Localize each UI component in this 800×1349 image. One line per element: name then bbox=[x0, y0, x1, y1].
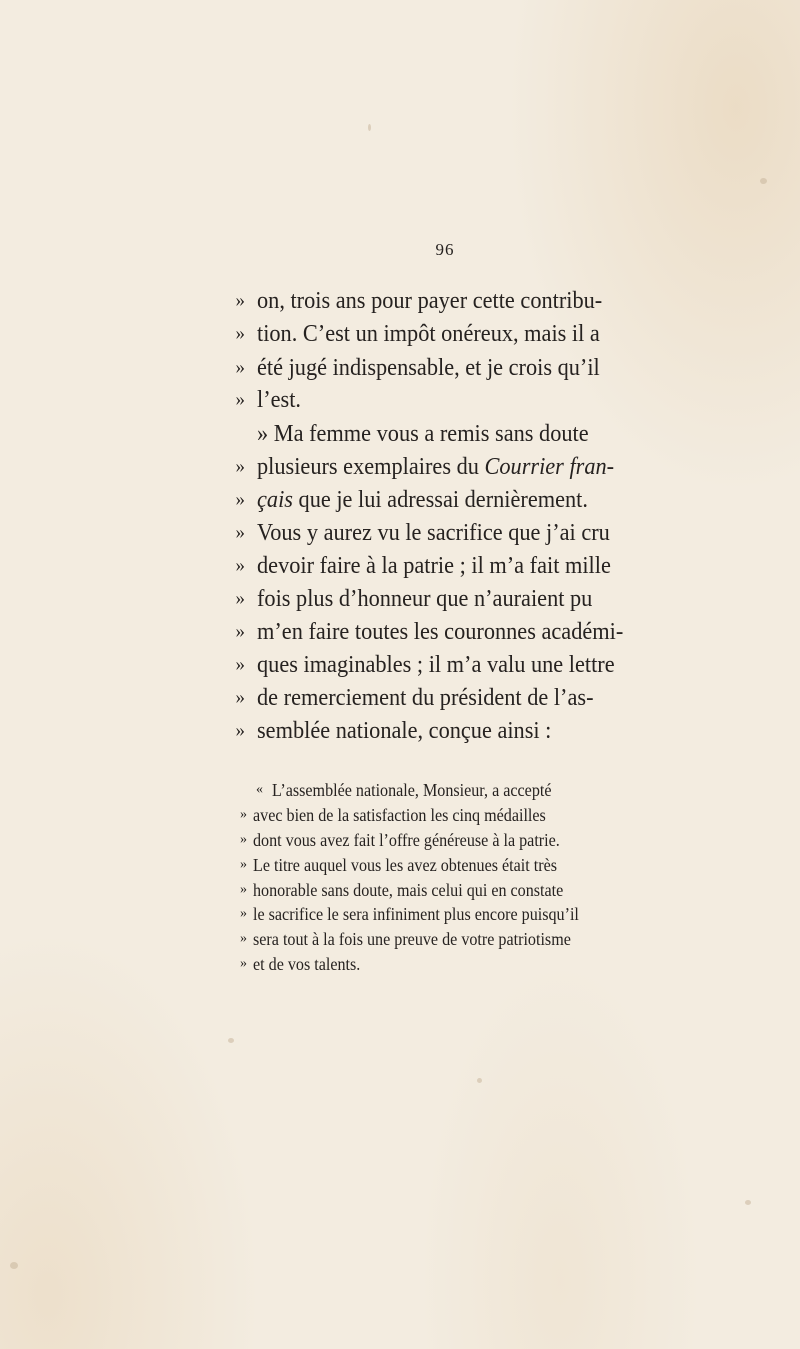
text-line: m’en faire toutes les couronnes académi- bbox=[257, 619, 624, 645]
text-line: de remerciement du président de l’as- bbox=[257, 685, 594, 711]
letter-line: L’assemblée nationale, Monsieur, a accepté bbox=[272, 780, 552, 800]
page-number: 96 bbox=[435, 240, 455, 259]
quote-mark: » bbox=[235, 720, 245, 741]
quote-mark: » bbox=[235, 489, 245, 510]
letter-line: Le titre auquel vous les avez obtenues était très bbox=[253, 855, 558, 875]
quote-mark: » bbox=[235, 357, 245, 378]
quote-mark: » bbox=[235, 621, 245, 642]
quote-mark: » bbox=[235, 456, 245, 477]
quote-mark: » bbox=[240, 857, 247, 872]
newspaper-title-end: çais bbox=[257, 487, 293, 513]
text-line: été jugé indispensable, et je crois qu’il bbox=[257, 355, 600, 381]
text-line bbox=[257, 451, 614, 483]
text-line: fois plus d’honneur que n’auraient pu bbox=[257, 586, 593, 612]
text-line: devoir faire à la patrie ; il m’a fait mille bbox=[257, 553, 611, 579]
newspaper-title: Courrier fran- bbox=[484, 454, 615, 480]
letter-line: le sacrifice le sera infiniment plus encore puisqu’il bbox=[253, 904, 579, 924]
quote-mark: » bbox=[240, 931, 247, 946]
quote-mark: » bbox=[235, 687, 245, 708]
quote-mark: » bbox=[235, 522, 245, 543]
quote-mark: » bbox=[235, 588, 245, 609]
quote-mark: » bbox=[240, 807, 247, 822]
quote-mark: » bbox=[235, 654, 245, 675]
text-line: on, trois ans pour payer cette contribu- bbox=[257, 288, 603, 314]
letter-line: sera tout à la fois une preuve de votre patriotisme bbox=[253, 929, 571, 949]
quote-mark: » bbox=[240, 906, 247, 921]
paper-speck bbox=[477, 1078, 482, 1083]
letter-line: avec bien de la satisfaction les cinq médailles bbox=[253, 805, 546, 825]
paper-speck bbox=[760, 178, 767, 184]
text-line: semblée nationale, conçue ainsi : bbox=[257, 718, 552, 744]
letter-line: et de vos talents. bbox=[253, 954, 361, 974]
quote-mark: » bbox=[240, 882, 247, 897]
paper-speck bbox=[368, 124, 371, 131]
quote-mark: » bbox=[235, 323, 245, 344]
quote-mark: » bbox=[240, 832, 247, 847]
paper-speck bbox=[745, 1200, 751, 1205]
quote-mark: » bbox=[235, 555, 245, 576]
text-line: » Ma femme vous a remis sans doute bbox=[257, 421, 589, 447]
letter-line: dont vous avez fait l’offre généreuse à la patrie. bbox=[253, 830, 560, 850]
quote-mark: » bbox=[235, 389, 245, 410]
letter-line: honorable sans doute, mais celui qui en constate bbox=[253, 880, 564, 900]
text-line: l’est. bbox=[257, 387, 302, 413]
text-line: tion. C’est un impôt onéreux, mais il a bbox=[257, 321, 600, 347]
text-run: plusieurs exemplaires du bbox=[257, 454, 485, 480]
quote-mark: » bbox=[240, 956, 247, 971]
paper-speck bbox=[10, 1262, 18, 1269]
text-line: Vous y aurez vu le sacrifice que j’ai cru bbox=[257, 520, 610, 546]
opening-quote-mark: « bbox=[256, 782, 263, 797]
paper-speck bbox=[228, 1038, 234, 1043]
quote-mark: » bbox=[235, 290, 245, 311]
text-line bbox=[257, 484, 588, 516]
text-run: que je lui adressai dernièrement. bbox=[292, 487, 588, 513]
text-line: ques imaginables ; il m’a valu une lettre bbox=[257, 652, 615, 678]
